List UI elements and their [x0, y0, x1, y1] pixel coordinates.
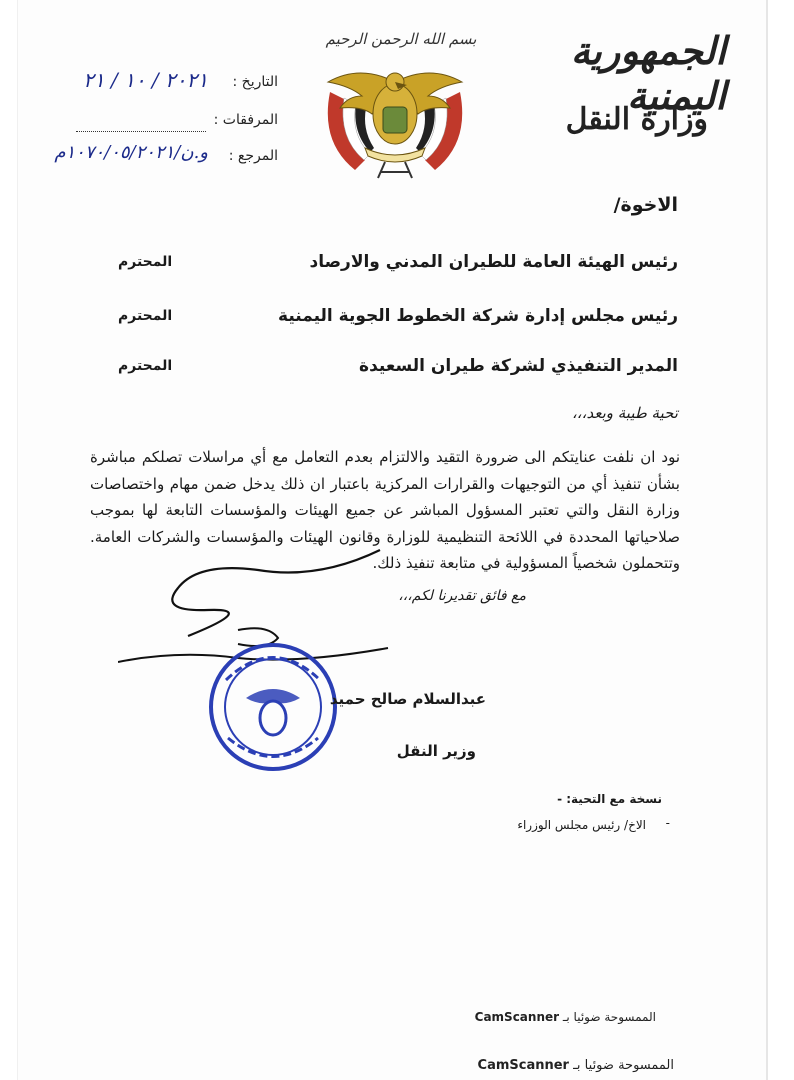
recipient-honorific: المحترم [118, 254, 173, 270]
eagle-emblem-icon [310, 52, 480, 184]
signatory-title: وزير النقل [396, 742, 476, 760]
ministry-title: وزارة النقل [565, 102, 708, 137]
recipient-honorific: المحترم [118, 308, 173, 324]
recipient-row [118, 252, 678, 286]
recipient-row [118, 306, 678, 340]
basmala: بسم الله الرحمن الرحيم [325, 30, 477, 48]
attachments-row [18, 106, 278, 134]
attachments-blank-line [76, 131, 206, 132]
recipient-name: المدير التنفيذي لشركة طيران السعيدة [359, 356, 678, 376]
republic-title: الجمهورية اليمنية [570, 28, 726, 118]
cc-heading: نسخة مع التحية: - [557, 792, 662, 806]
signatory-name: عبدالسلام صالح حميد [329, 690, 486, 708]
letter-body: نود ان نلفت عنايتكم الى ضرورة التقيد والالتزام بعدم التعامل مع أي مراسلات تصلكم مباشرة بشأن تنفيذ أي من التوجيهات والقرارات المركزية باعتبار ان ذلك يدخل ضمن مهام واختصاصات وزارة النقل والتي تعتبر المسؤول المباشر عن جميع الهيئات والمؤسسات التابعة لها بموجب صلاحياتها المحددة في اللائحة التنظيمية للوزارة وقانون الهيئات والمؤسسات والشركات العامة. وتتحملون شخصياً المسؤولية في متابعة تنفيذ ذلك. [90, 448, 680, 572]
date-row [18, 68, 278, 96]
scanner-brand: CamScanner [474, 1010, 560, 1024]
salutation: الاخوة/ [613, 194, 678, 216]
reference-row [18, 142, 278, 170]
recipient-honorific: المحترم [118, 358, 173, 374]
greeting: تحية طيبة وبعد،،، [571, 404, 678, 422]
scanner-text: الممسوحة ضوئيا بـ [573, 1058, 674, 1073]
cc-item: الاخ/ رئيس مجلس الوزراء [517, 818, 646, 832]
recipient-name: رئيس مجلس إدارة شركة الخطوط الجوية اليمنية [278, 306, 678, 326]
closing: مع فائق تقديرنا لكم،،، [398, 588, 526, 604]
scanner-watermark-outer [478, 1058, 674, 1073]
date-value: ٢٠٢١ / ١٠ / ٢١ [83, 68, 208, 92]
letter-page [18, 0, 766, 1080]
official-stamp-icon [206, 640, 341, 775]
recipient-row [118, 356, 678, 390]
scanner-watermark [475, 1010, 656, 1024]
recipient-name: رئيس الهيئة العامة للطيران المدني والارصاد [309, 252, 678, 272]
attachments-label: المرفقات : [213, 112, 278, 128]
date-label: التاريخ : [232, 74, 278, 90]
scanner-brand: CamScanner [477, 1058, 569, 1073]
reference-value: و.ن/١٠٧٠/٠٥/٢٠٢١م [54, 142, 208, 163]
cc-bullet: - [665, 816, 670, 830]
reference-label: المرجع : [228, 148, 278, 164]
scanner-text: الممسوحة ضوئيا بـ [562, 1010, 656, 1024]
